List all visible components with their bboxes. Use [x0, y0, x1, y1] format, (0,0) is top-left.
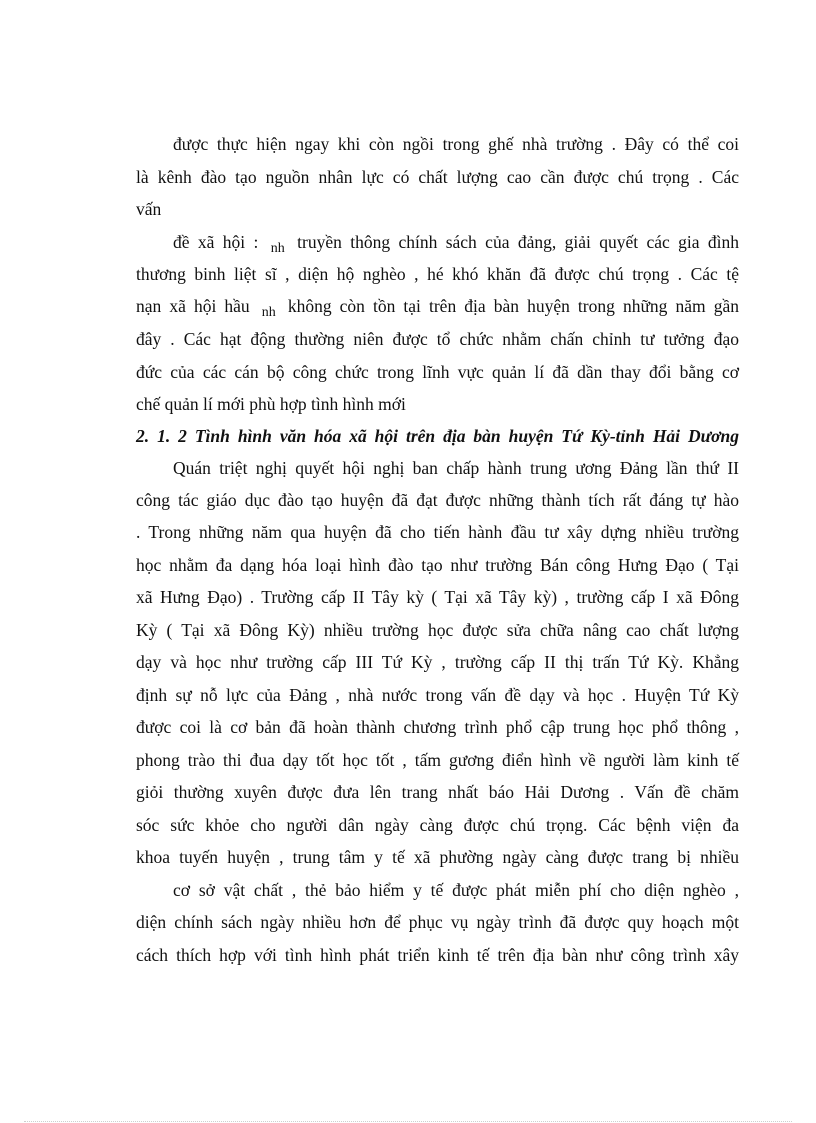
- body-text-line: vấn: [136, 199, 162, 219]
- body-text-line: đây . Các hạt động thường niên được tổ chức nhằm chấn chỉnh tư tưởng đạo: [136, 329, 739, 349]
- body-text-line: định sự nỗ lực của Đảng , nhà nước trong vấn đề dạy và học . Huyện Tứ Kỳ: [136, 685, 739, 705]
- body-text-line: diện chính sách ngày nhiều hơn để phục vụ ngày trình đã được quy hoạch một: [136, 912, 739, 932]
- subscript-fragment: nh: [270, 241, 285, 256]
- section-heading: 2. 1. 2 Tình hình văn hóa xã hội trên địa bàn huyện Tứ Kỳ-tỉnh Hải Dương: [136, 426, 739, 446]
- body-text-line: thương binh liệt sĩ , diện hộ nghèo , hé khó khăn đã được chú trọng . Các tệ: [136, 264, 739, 284]
- text-fragment: đề xã hội :: [173, 232, 259, 252]
- page-bottom-divider: [24, 1121, 792, 1122]
- subscript-fragment: nh: [261, 305, 276, 320]
- body-text-line: công tác giáo dục đào tạo huyện đã đạt được những thành tích rất đáng tự hào: [136, 490, 739, 510]
- body-text-line: sóc sức khỏe cho người dân ngày càng được chú trọng. Các bệnh viện đa: [136, 815, 739, 835]
- body-text-line: đức của các cán bộ công chức trong lĩnh vực quản lí đã dần thay đổi bằng cơ: [136, 362, 739, 382]
- body-text-line: cơ sở vật chất , thẻ bảo hiểm y tế được phát miễn phí cho diện nghèo ,: [173, 880, 739, 900]
- body-text-line: giỏi thường xuyên được đưa lên trang nhất báo Hải Dương . Vấn đề chăm: [136, 782, 739, 802]
- body-text-line: cách thích hợp với tình hình phát triển kinh tế trên địa bàn như công trình xây: [136, 945, 739, 965]
- body-text-line: khoa tuyến huyện , trung tâm y tế xã phường ngày càng được trang bị nhiều: [136, 847, 739, 867]
- text-fragment: không còn tồn tại trên địa bàn huyện trong những năm gần: [287, 296, 739, 316]
- body-text-line: [136, 296, 739, 319]
- body-text-line: học nhằm đa dạng hóa loại hình đào tạo như trường Bán công Hưng Đạo ( Tại: [136, 555, 739, 575]
- body-text-line: Quán triệt nghị quyết hội nghị ban chấp hành trung ương Đảng lần thứ II: [173, 458, 739, 478]
- text-fragment: truyền thông chính sách của đảng, giải quyết các gia đình: [297, 232, 740, 252]
- body-text-line: phong trào thi đua dạy tốt học tốt , tấm gương điển hình về người làm kinh tế: [136, 750, 739, 770]
- body-text-line: là kênh đào tạo nguồn nhân lực có chất lượng cao cần được chú trọng . Các: [136, 167, 739, 187]
- body-text-line: được thực hiện ngay khi còn ngồi trong ghế nhà trường . Đây có thể coi: [173, 134, 739, 154]
- body-text-line: xã Hưng Đạo) . Trường cấp II Tây kỳ ( Tại xã Tây kỳ) , trường cấp I xã Đông: [136, 587, 739, 607]
- body-text-line: [173, 232, 739, 255]
- body-text-line: dạy và học như trường cấp III Tứ Kỳ , trường cấp II thị trấn Tứ Kỳ. Khẳng: [136, 652, 739, 672]
- body-text-line: được coi là cơ bản đã hoàn thành chương trình phổ cập trung học phổ thông ,: [136, 717, 739, 737]
- body-text-line: chế quản lí mới phù hợp tình hình mới: [136, 394, 406, 414]
- text-fragment: nạn xã hội hầu: [136, 296, 250, 316]
- body-text-line: . Trong những năm qua huyện đã cho tiến hành đầu tư xây dựng nhiều trường: [136, 522, 739, 542]
- body-text-line: Kỳ ( Tại xã Đông Kỳ) nhiều trường học được sửa chữa nâng cao chất lượng: [136, 620, 739, 640]
